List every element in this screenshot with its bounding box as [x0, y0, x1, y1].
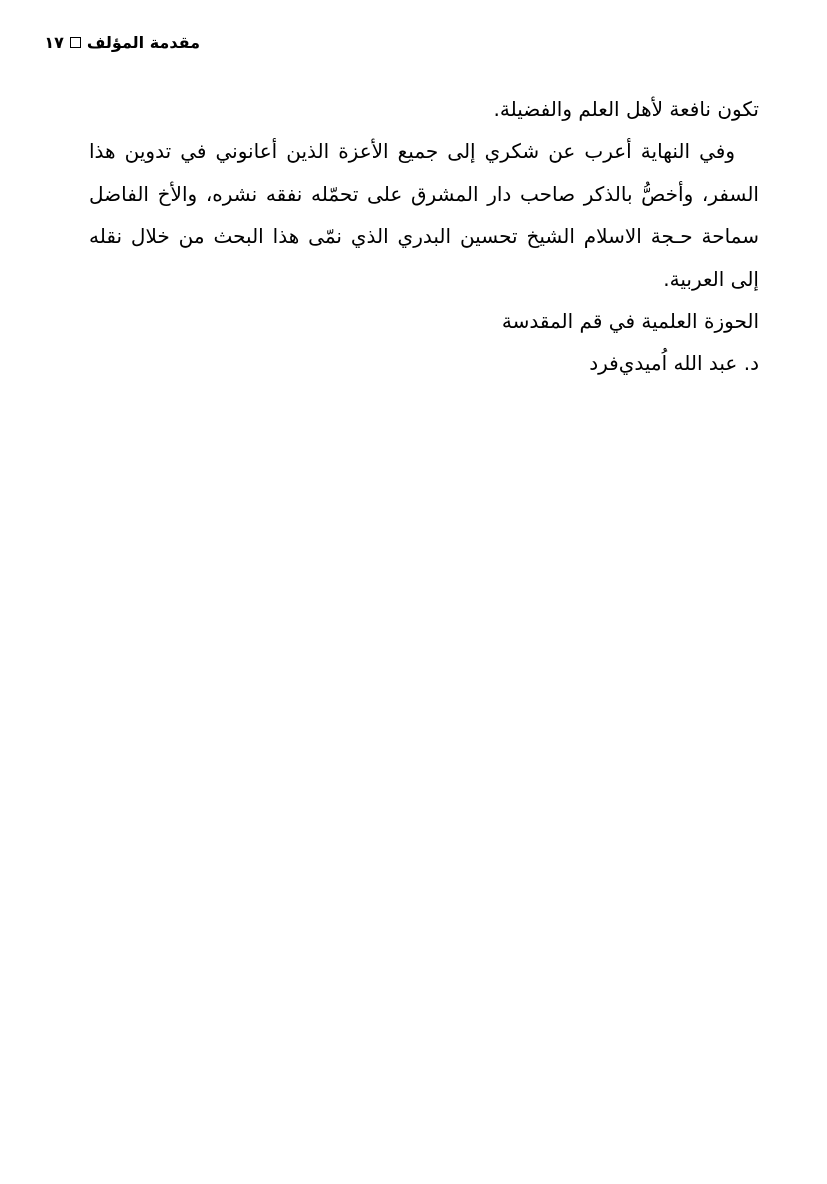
chapter-title: مقدمة المؤلف	[86, 33, 200, 52]
paragraph-1: تكون نافعة لأهل العلم والفضيلة.	[493, 97, 759, 121]
paragraph-2: وفي النهاية أعرب عن شكري إلى جميع الأعزة الذين أعانوني في تدوين هذا السفر، وأخصُّ بالذكر صاحب دار المشرق على تحمّله نفقه نشره، والأخ الفاضل سماحة حـجة الاسلام الشيخ تحسين البدري الذي نمّى هذا البحث من خلال نقله إلى العربية.	[89, 139, 759, 291]
signature-author: د. عبد الله اُميدي‌فرد	[589, 351, 759, 376]
page-number: ١٧	[44, 33, 64, 52]
body-text	[89, 88, 759, 385]
running-header	[44, 30, 200, 56]
signature-place: الحوزة العلمية في قم المقدسة	[501, 309, 759, 334]
square-ornament-icon	[70, 37, 81, 48]
